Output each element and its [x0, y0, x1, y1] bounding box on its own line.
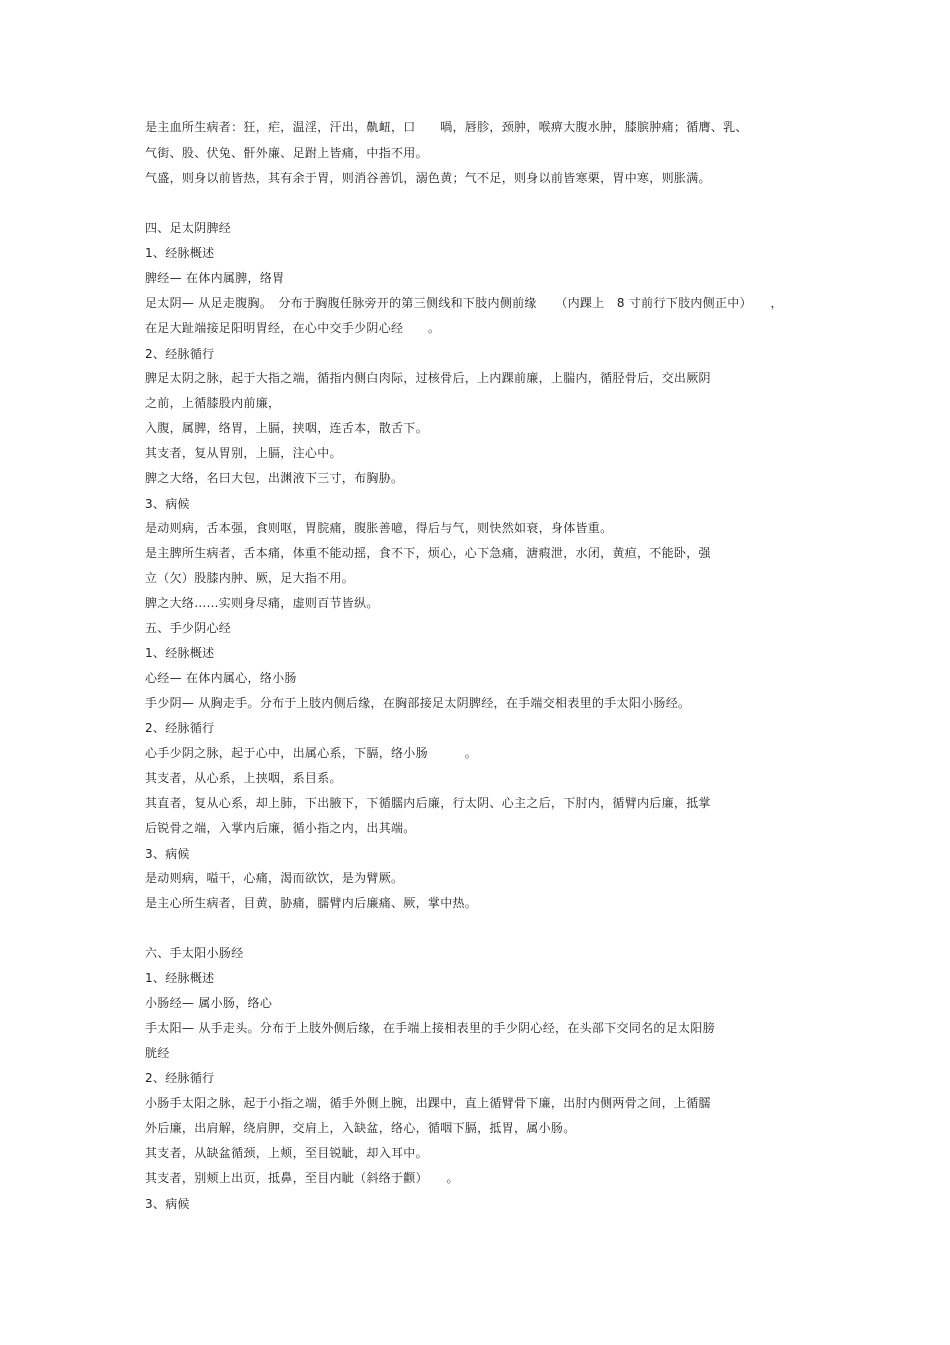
text-line: 立（欠）股膝内肿、厥，足大指不用。: [145, 571, 355, 585]
subsection-heading: 3、病候: [145, 497, 190, 511]
section-heading: 五、手少阴心经: [145, 621, 232, 635]
subsection-heading: 1、经脉概述: [145, 971, 215, 985]
subsection-heading: 2、经脉循行: [145, 347, 215, 361]
text-line: 其支者，复从胃别，上膈，注心中。: [145, 446, 342, 460]
text-line: 是动则病，舌本强，食则呕，胃脘痛，腹胀善噫，得后与气，则快然如衰，身体皆重。: [145, 521, 613, 535]
text-line: 脾经— 在体内属脾，络胃: [145, 271, 285, 285]
text-line: 脾之大络，名曰大包，出渊液下三寸，布胸胁。: [145, 471, 404, 485]
text-line: 在足大趾端接足阳明胃经，在心中交手少阴心经 。: [145, 321, 441, 335]
text-line: 是主脾所生病者，舌本痛，体重不能动摇，食不下，烦心，心下急痛，溏瘕泄，水闭，黄疸，不能卧，强: [145, 546, 711, 560]
section-heading: 六、手太阳小肠经: [145, 946, 244, 960]
section-heading: 四、足太阴脾经: [145, 221, 232, 235]
text-line: 手太阳— 从手走头。分布于上肢外侧后缘，在手端上接相表里的手少阴心经，在头部下交同名的足太阳膀: [145, 1021, 715, 1035]
text-line: 小肠经— 属小肠，络心: [145, 996, 273, 1010]
text-line: 足太阴— 从足走腹胸。 分布于胸腹任脉旁开的第三侧线和下肢内侧前缘 （内踝上 8 寸前行下肢内侧正中） ，: [145, 296, 783, 310]
text-line: 脾之大络……实则身尽痛，虚则百节皆纵。: [145, 596, 379, 610]
subsection-heading: 2、经脉循行: [145, 721, 215, 735]
text-line: 入腹，属脾，络胃，上膈，挟咽，连舌本，散舌下。: [145, 421, 428, 435]
text-line: 心经— 在体内属心，络小肠: [145, 671, 297, 685]
text-line: 后锐骨之端，入掌内后廉，循小指之内，出其端。: [145, 821, 416, 835]
text-line: 外后廉，出肩解，绕肩胛，交肩上，入缺盆，络心，循咽下膈，抵胃，属小肠。: [145, 1121, 576, 1135]
text-line: 之前，上循膝股内前廉，: [145, 396, 281, 410]
text-line: 其支者，从心系，上挟咽，系目系。: [145, 771, 342, 785]
text-line: 小肠手太阳之脉，起于小指之端，循手外侧上腕，出踝中，直上循臂骨下廉，出肘内侧两骨之间，上循臑: [145, 1096, 711, 1110]
text-line: 其支者，别颊上出页，抵鼻，至目内眦（斜络于颧） 。: [145, 1171, 459, 1185]
subsection-heading: 3、病候: [145, 847, 190, 861]
text-line: 心手少阴之脉，起于心中，出属心系，下膈，络小肠 。: [145, 746, 478, 760]
text-line: 胱经: [145, 1046, 170, 1060]
subsection-heading: 1、经脉概述: [145, 646, 215, 660]
text-line: 是主血所生病者：狂，疟，温淫，汗出，鼽衄，口 喎，唇胗，颈肿，喉痹大腹水肿，膝膑肿痛；循膺、乳、: [145, 120, 748, 134]
text-line: 气盛，则身以前皆热，其有余于胃，则消谷善饥，溺色黄；气不足，则身以前皆寒栗，胃中寒，则胀满。: [145, 171, 711, 185]
text-line: 是动则病，嗌干，心痛，渴而欲饮，是为臂厥。: [145, 871, 404, 885]
subsection-heading: 3、病候: [145, 1197, 190, 1211]
text-line: 手少阴— 从胸走手。分布于上肢内侧后缘，在胸部接足太阴脾经，在手端交相表里的手太阳小肠经。: [145, 696, 691, 710]
subsection-heading: 1、经脉概述: [145, 246, 215, 260]
text-line: 其直者，复从心系，却上肺，下出腋下，下循臑内后廉，行太阴、心主之后，下肘内，循臂内后廉，抵掌: [145, 796, 711, 810]
text-line: 是主心所生病者，目黄，胁痛，臑臂内后廉痛、厥，掌中热。: [145, 896, 478, 910]
text-line: 其支者，从缺盆循颈，上颊，至目锐眦，却入耳中。: [145, 1146, 428, 1160]
text-line: 气街、股、伏兔、骭外廉、足跗上皆痛，中指不用。: [145, 146, 428, 160]
subsection-heading: 2、经脉循行: [145, 1071, 215, 1085]
text-line: 脾足太阴之脉，起于大指之端，循指内侧白肉际，过核骨后，上内踝前廉，上腨内，循胫骨后，交出厥阴: [145, 371, 711, 385]
